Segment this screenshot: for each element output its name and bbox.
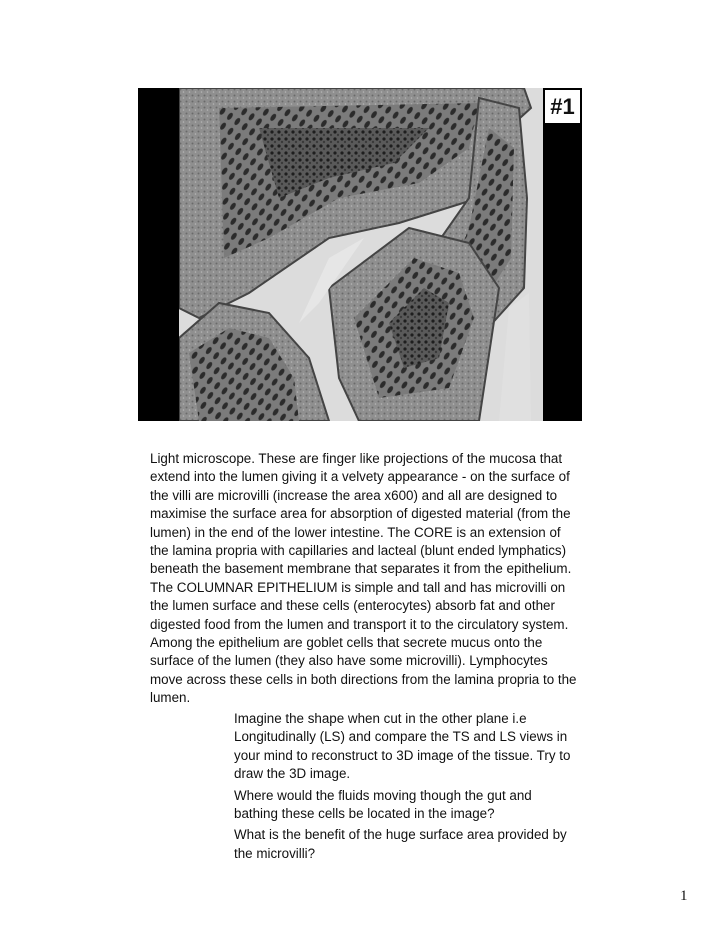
question-item: What is the benefit of the huge surface area provided by the microvilli? xyxy=(234,827,567,861)
question-list xyxy=(234,710,574,866)
micrograph-figure xyxy=(138,88,582,421)
micrograph-image xyxy=(179,88,543,421)
question-item: Imagine the shape when cut in the other plane i.e Longitudinally (LS) and compare the TS and LS views in your mind to reconstruct to 3D image of the tissue. Try to draw the 3D image. xyxy=(234,711,571,782)
figure-caption: Light microscope. These are finger like projections of the mucosa that extend into the lumen giving it a velvety appearance - on the surface of the villi are microvilli (increase the area x600) and all are designed to maximise the surface area for absorption of digested material (from the lumen) in the end of the lower intestine. The CORE is an extension of the lamina propria with capillaries and lacteal (blunt ended lymphatics) beneath the basement membrane that separates it from the epithelium. The COLUMNAR EPITHELIUM is simple and tall and has microvilli on the lumen surface and these cells (enterocytes) absorb fat and other digested food from the lumen and transport it to the circulatory system. Among the epithelium are goblet cells that secrete mucus onto the surface of the lumen (they also have some microvilli). Lymphocytes move across these cells in both directions from the lamina propria to the lumen. xyxy=(150,451,577,706)
page-number: 1 xyxy=(680,888,688,904)
question-item: Where would the fluids moving though the gut and bathing these cells be located in the image? xyxy=(234,787,532,822)
figure-label: #1 xyxy=(544,89,581,124)
